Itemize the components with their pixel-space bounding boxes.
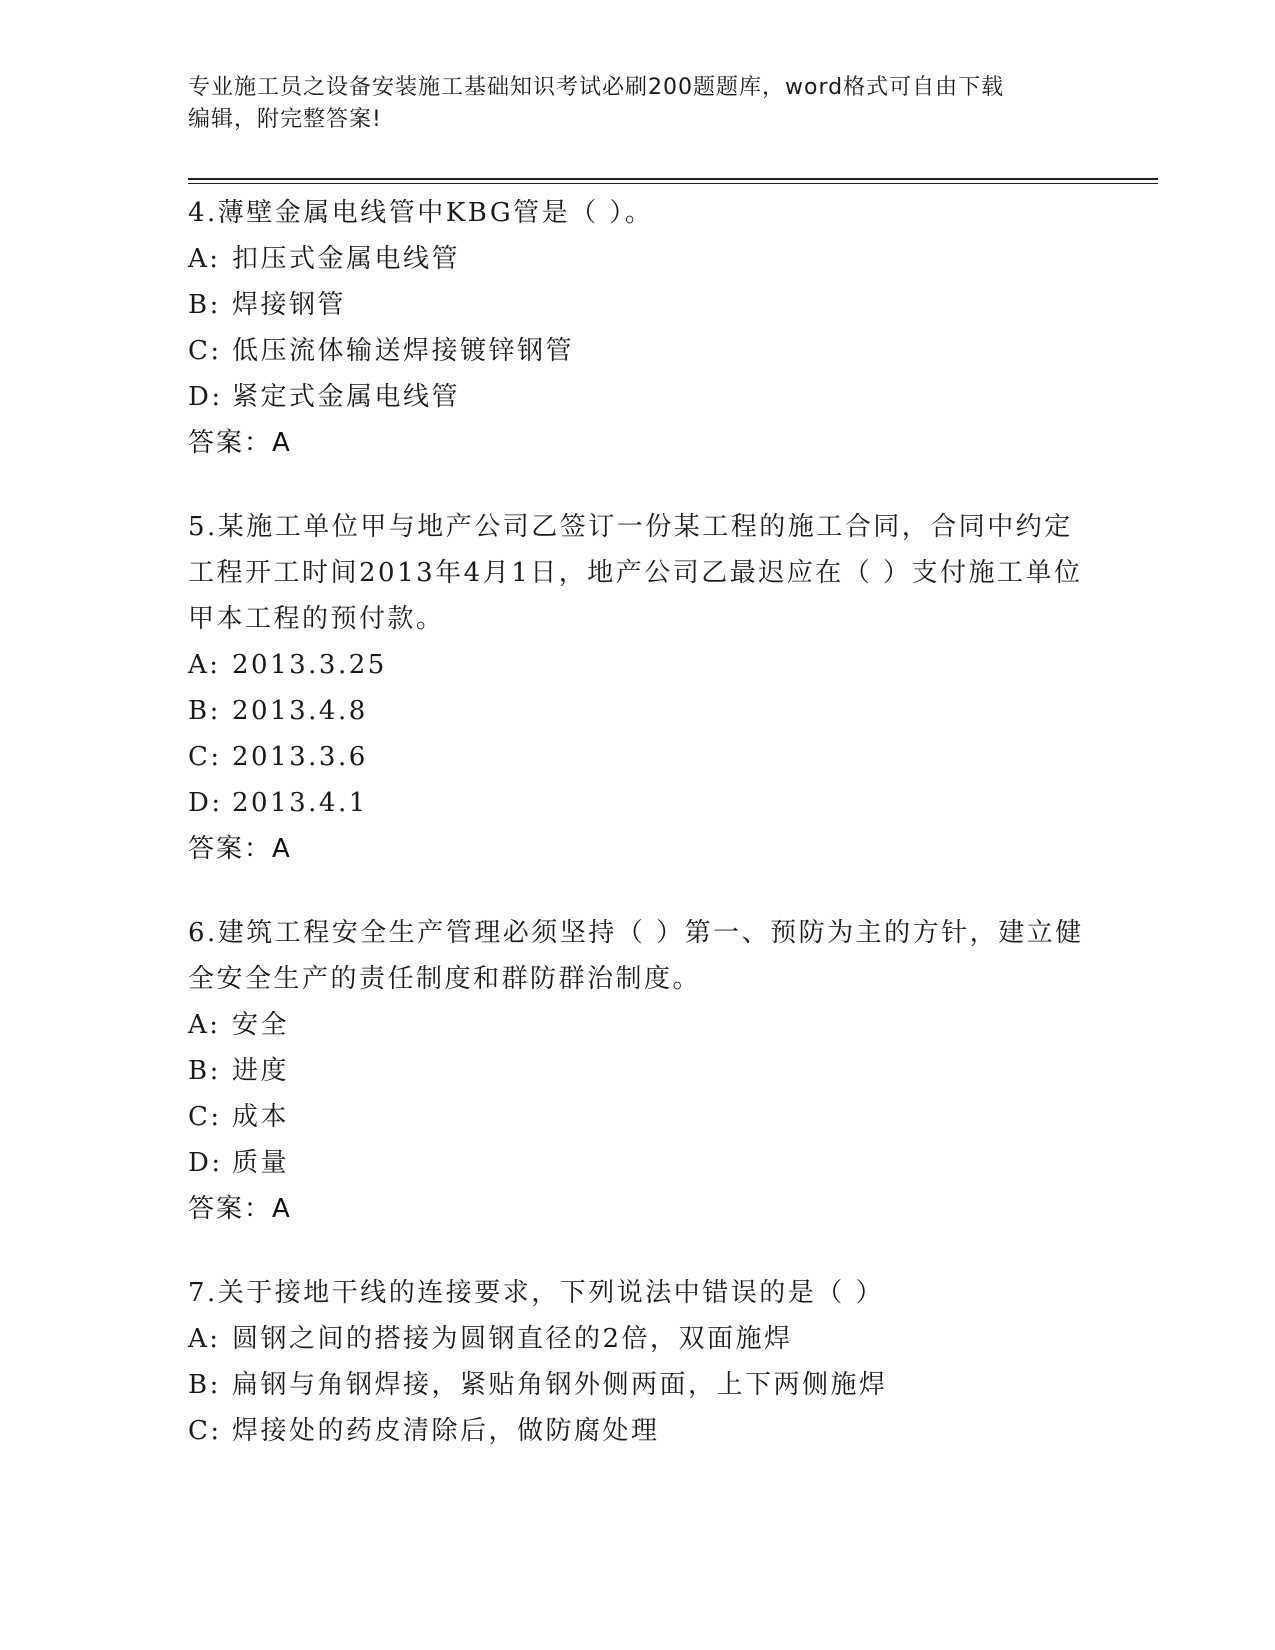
option-text: 扣压式金属电线管 xyxy=(232,244,461,274)
option-text: 进度 xyxy=(232,1056,290,1086)
option-text: 安全 xyxy=(232,1010,290,1040)
option-text: 扁钢与角钢焊接，紧贴角钢外侧两面，上下两侧施焊 xyxy=(232,1370,888,1400)
option-b xyxy=(188,1362,1088,1408)
question-list xyxy=(188,190,1088,1492)
option-text: 紧定式金属电线管 xyxy=(232,382,461,412)
option-text: 质量 xyxy=(232,1148,290,1178)
option-text: 成本 xyxy=(232,1102,290,1132)
option-a xyxy=(188,642,1088,688)
option-b xyxy=(188,688,1088,734)
option-text: 2013.3.6 xyxy=(232,742,368,772)
option-label: B: xyxy=(188,696,221,726)
option-d xyxy=(188,374,1088,420)
option-c xyxy=(188,1094,1088,1140)
answer-line: 答案：A xyxy=(188,1194,292,1224)
question-4 xyxy=(188,190,1088,466)
option-text: 焊接处的药皮清除后，做防腐处理 xyxy=(232,1416,660,1446)
option-label: C: xyxy=(188,1102,222,1132)
option-a xyxy=(188,1002,1088,1048)
question-stem: 5.某施工单位甲与地产公司乙签订一份某工程的施工合同，合同中约定工程开工时间2013年4月1日，地产公司乙最迟应在（ ）支付施工单位甲本工程的预付款。 xyxy=(188,512,1083,634)
answer-line: 答案：A xyxy=(188,834,292,864)
option-text: 2013.3.25 xyxy=(232,650,387,680)
option-text: 2013.4.1 xyxy=(232,788,368,818)
option-label: A: xyxy=(188,1010,221,1040)
answer-line: 答案：A xyxy=(188,428,292,458)
question-7 xyxy=(188,1270,1088,1454)
option-label: A: xyxy=(188,650,221,680)
question-6 xyxy=(188,910,1088,1232)
question-stem: 6.建筑工程安全生产管理必须坚持（ ）第一、预防为主的方针，建立健全安全生产的责任制度和群防群治制度。 xyxy=(188,918,1084,994)
option-c xyxy=(188,734,1088,780)
option-label: D: xyxy=(188,1148,223,1178)
option-c xyxy=(188,1408,1088,1454)
option-label: C: xyxy=(188,742,222,772)
option-a xyxy=(188,236,1088,282)
option-c xyxy=(188,328,1088,374)
question-stem: 4.薄壁金属电线管中KBG管是（ ）。 xyxy=(188,198,654,228)
header-title-line-2: 编辑，附完整答案! xyxy=(188,107,382,132)
document-header xyxy=(188,72,1068,136)
option-b xyxy=(188,282,1088,328)
option-text: 低压流体输送焊接镀锌钢管 xyxy=(232,336,575,366)
option-label: D: xyxy=(188,788,223,818)
option-d xyxy=(188,780,1088,826)
option-b xyxy=(188,1048,1088,1094)
question-stem: 7.关于接地干线的连接要求，下列说法中错误的是（ ） xyxy=(188,1278,885,1308)
option-text: 圆钢之间的搭接为圆钢直径的2倍，双面施焊 xyxy=(232,1324,793,1354)
option-text: 焊接钢管 xyxy=(232,290,347,320)
header-divider-thin xyxy=(188,183,1158,184)
header-divider-thick xyxy=(188,178,1158,180)
header-title-line-1: 专业施工员之设备安装施工基础知识考试必刷200题题库，word格式可自由下载 xyxy=(188,75,1005,100)
option-label: C: xyxy=(188,1416,222,1446)
option-label: A: xyxy=(188,1324,221,1354)
option-label: C: xyxy=(188,336,222,366)
option-label: B: xyxy=(188,290,221,320)
option-a xyxy=(188,1316,1088,1362)
option-label: B: xyxy=(188,1370,221,1400)
option-text: 2013.4.8 xyxy=(232,696,368,726)
option-label: D: xyxy=(188,382,223,412)
option-label: B: xyxy=(188,1056,221,1086)
option-d xyxy=(188,1140,1088,1186)
option-label: A: xyxy=(188,244,221,274)
question-5 xyxy=(188,504,1088,872)
